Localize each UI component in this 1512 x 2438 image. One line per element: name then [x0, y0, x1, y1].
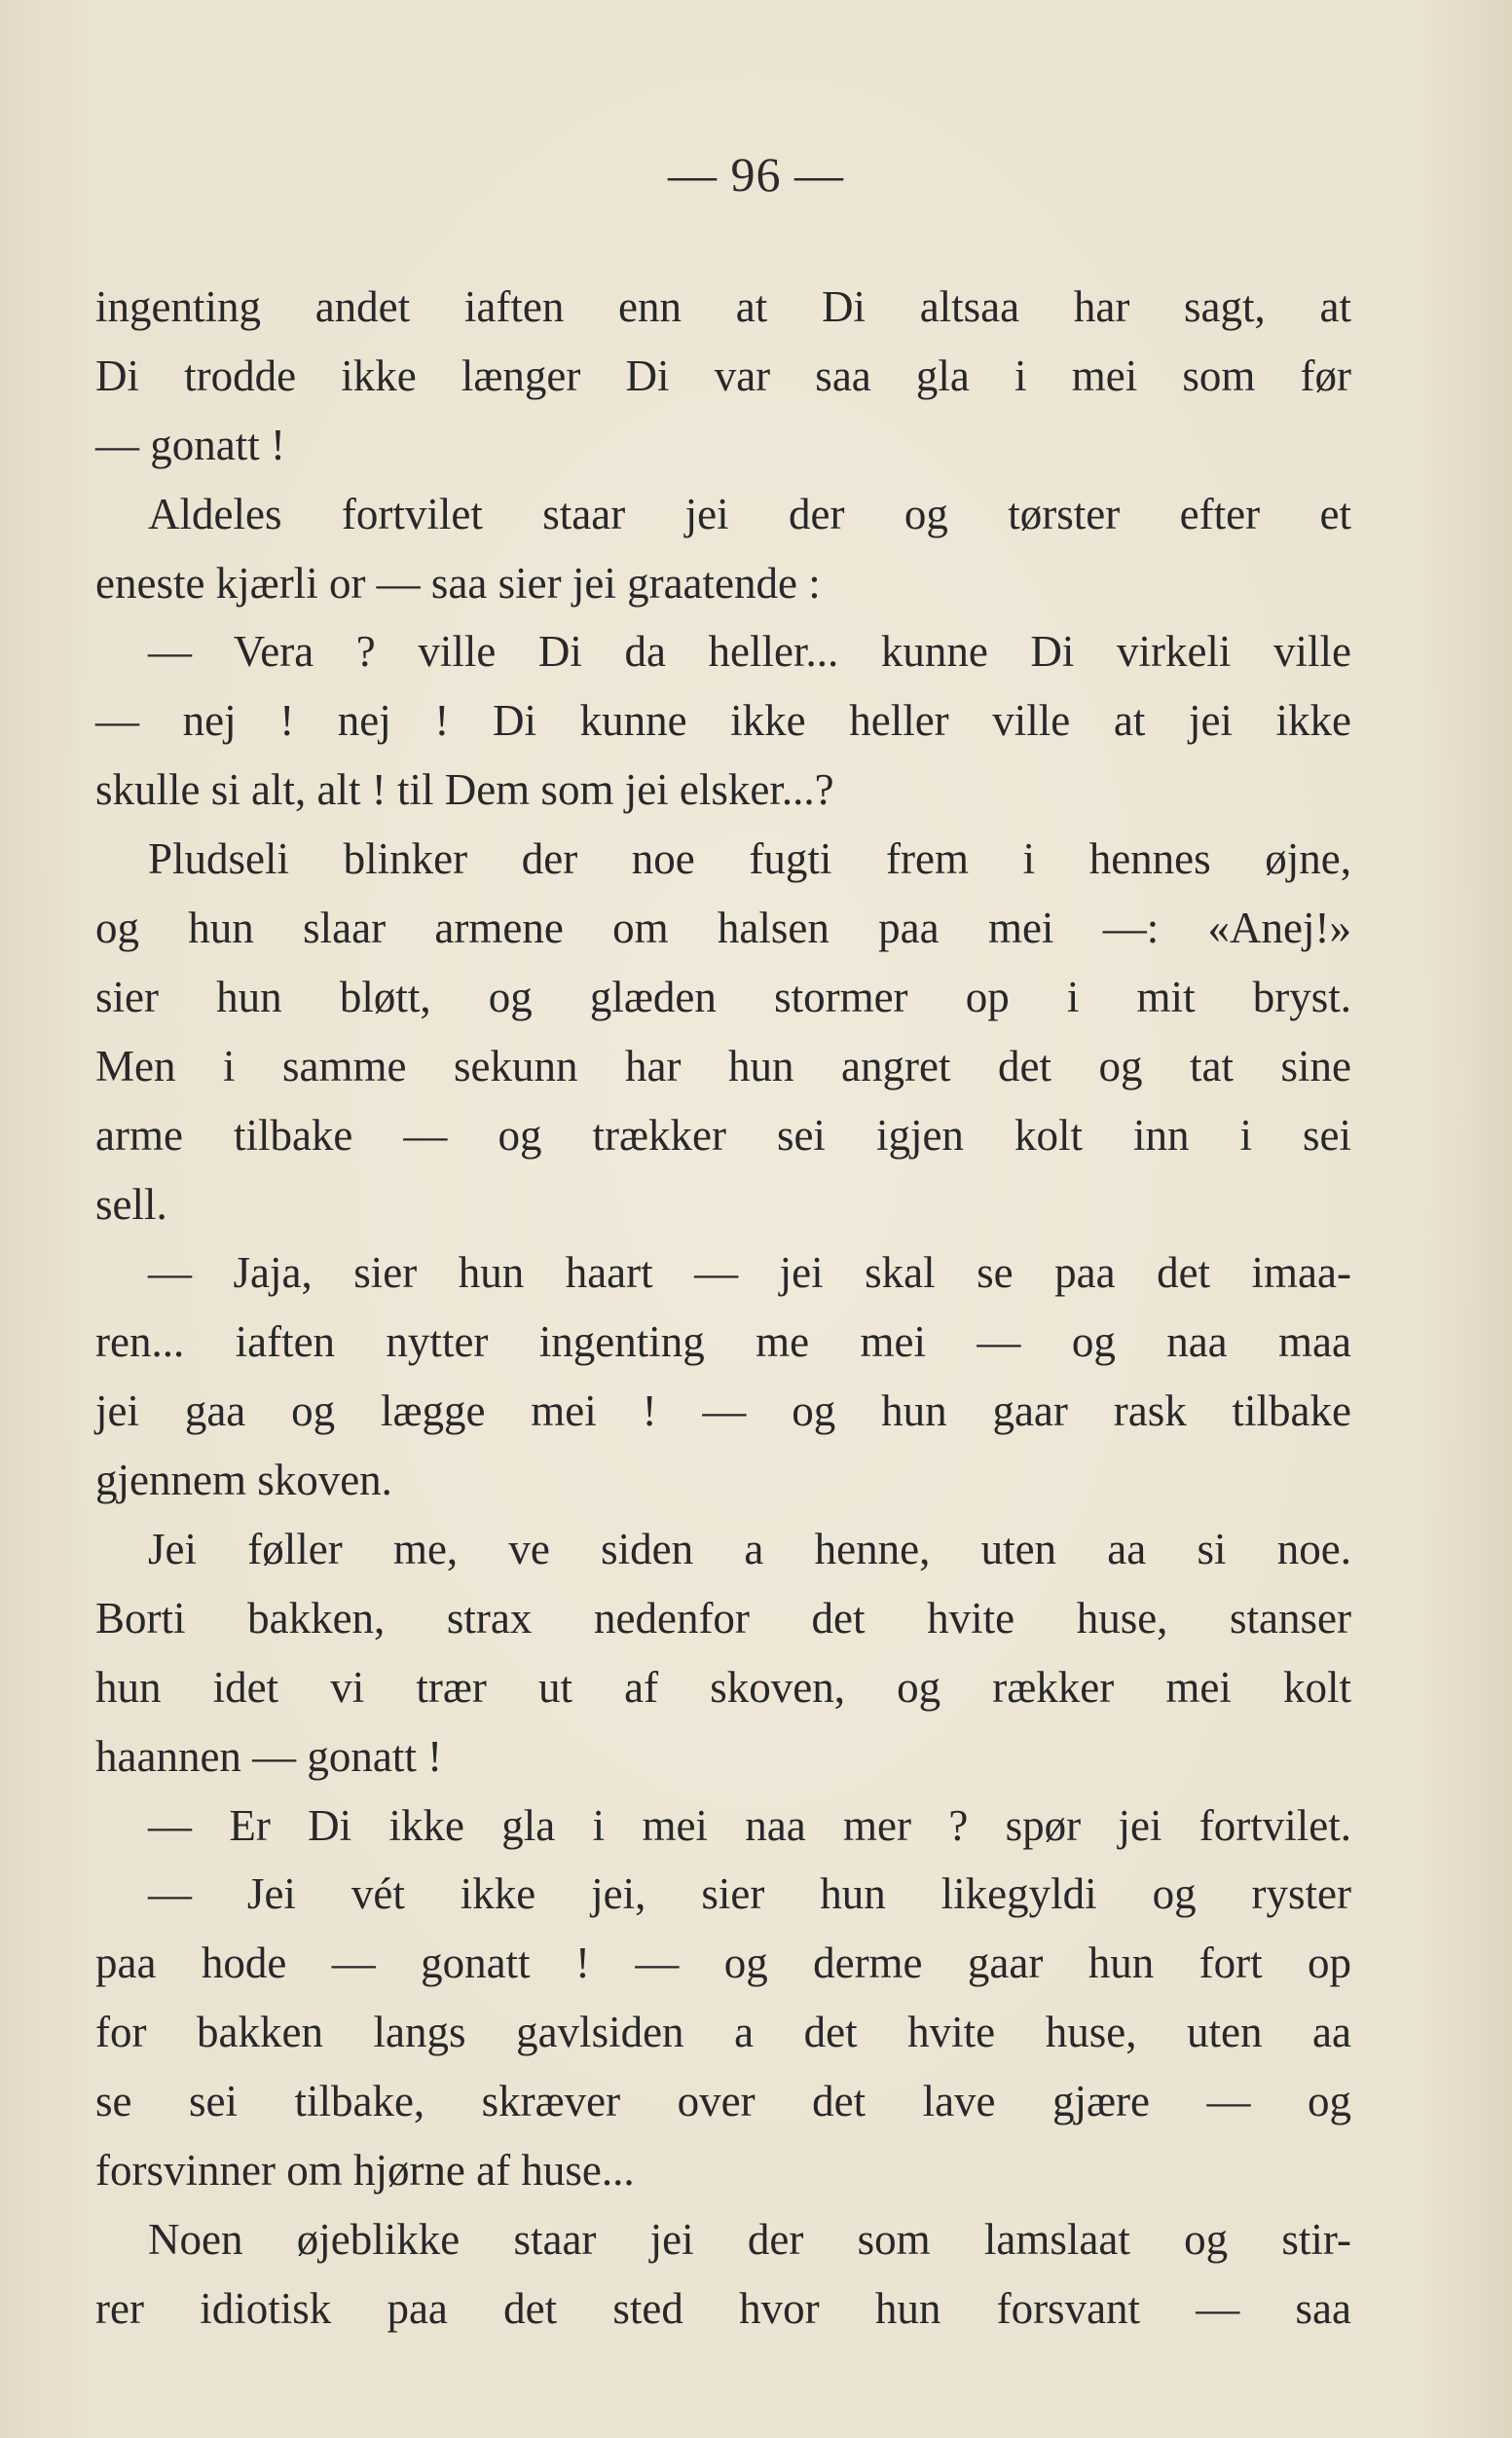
page-number: — 96 —: [668, 147, 844, 202]
text-line: for bakken langs gavlsiden a det hvite huse, uten aa: [95, 2008, 1351, 2057]
text-line: Di trodde ikke længer Di var saa gla i mei som før: [95, 351, 1351, 400]
text-line: — Jei vét ikke jei, sier hun likegyldi og ryster: [148, 1869, 1351, 1919]
text-line: se sei tilbake, skræver over det lave gjære — og: [95, 2077, 1351, 2126]
text-line: gjennem skoven.: [95, 1456, 392, 1505]
text-line: — Er Di ikke gla i mei naa mer ? spør jei fortvilet.: [148, 1800, 1351, 1850]
text-line: paa hode — gonatt ! — og derme gaar hun fort op: [95, 1939, 1351, 1988]
text-line: — nej ! nej ! Di kunne ikke heller ville at jei ikke: [95, 696, 1351, 746]
text-line: skulle si alt, alt ! til Dem som jei elsker...?: [95, 765, 834, 815]
text-line: arme tilbake — og trækker sei igjen kolt inn i sei: [95, 1110, 1351, 1160]
text-line: — gonatt !: [95, 420, 285, 469]
text-line: Aldeles fortvilet staar jei der og tørster efter et: [148, 489, 1351, 538]
text-line: eneste kjærli or — saa sier jei graatende :: [95, 558, 821, 608]
text-line: ren... iaften nytter ingenting me mei — og naa maa: [95, 1317, 1351, 1367]
body-text: [95, 273, 1351, 2344]
text-line: — Jaja, sier hun haart — jei skal se paa det imaa-: [148, 1248, 1351, 1298]
text-line: forsvinner om hjørne af huse...: [95, 2146, 635, 2196]
text-line: sier hun bløtt, og glæden stormer op i mit bryst.: [95, 972, 1351, 1021]
text-line: og hun slaar armene om halsen paa mei —: «Anej!»: [95, 904, 1351, 953]
text-line: rer idiotisk paa det sted hvor hun forsvant — saa: [95, 2283, 1351, 2333]
text-line: Noen øjeblikke staar jei der som lamslaat og stir-: [148, 2214, 1351, 2264]
text-line: Pludseli blinker der noe fugti frem i hennes øjne,: [148, 834, 1351, 884]
text-line: — Vera ? ville Di da heller... kunne Di virkeli ville: [148, 627, 1351, 677]
text-line: jei gaa og lægge mei ! — og hun gaar rask tilbake: [95, 1386, 1351, 1436]
text-line: Men i samme sekunn har hun angret det og tat sine: [95, 1041, 1351, 1090]
text-line: Borti bakken, strax nedenfor det hvite huse, stanser: [95, 1593, 1351, 1643]
text-line: haannen — gonatt !: [95, 1731, 443, 1781]
text-line: Jei føller me, ve siden a henne, uten aa si noe.: [148, 1525, 1351, 1574]
text-line: ingenting andet iaften enn at Di altsaa har sagt, at: [95, 282, 1351, 331]
text-line: sell.: [95, 1179, 167, 1229]
text-line: hun idet vi trær ut af skoven, og rækker mei kolt: [95, 1662, 1351, 1712]
